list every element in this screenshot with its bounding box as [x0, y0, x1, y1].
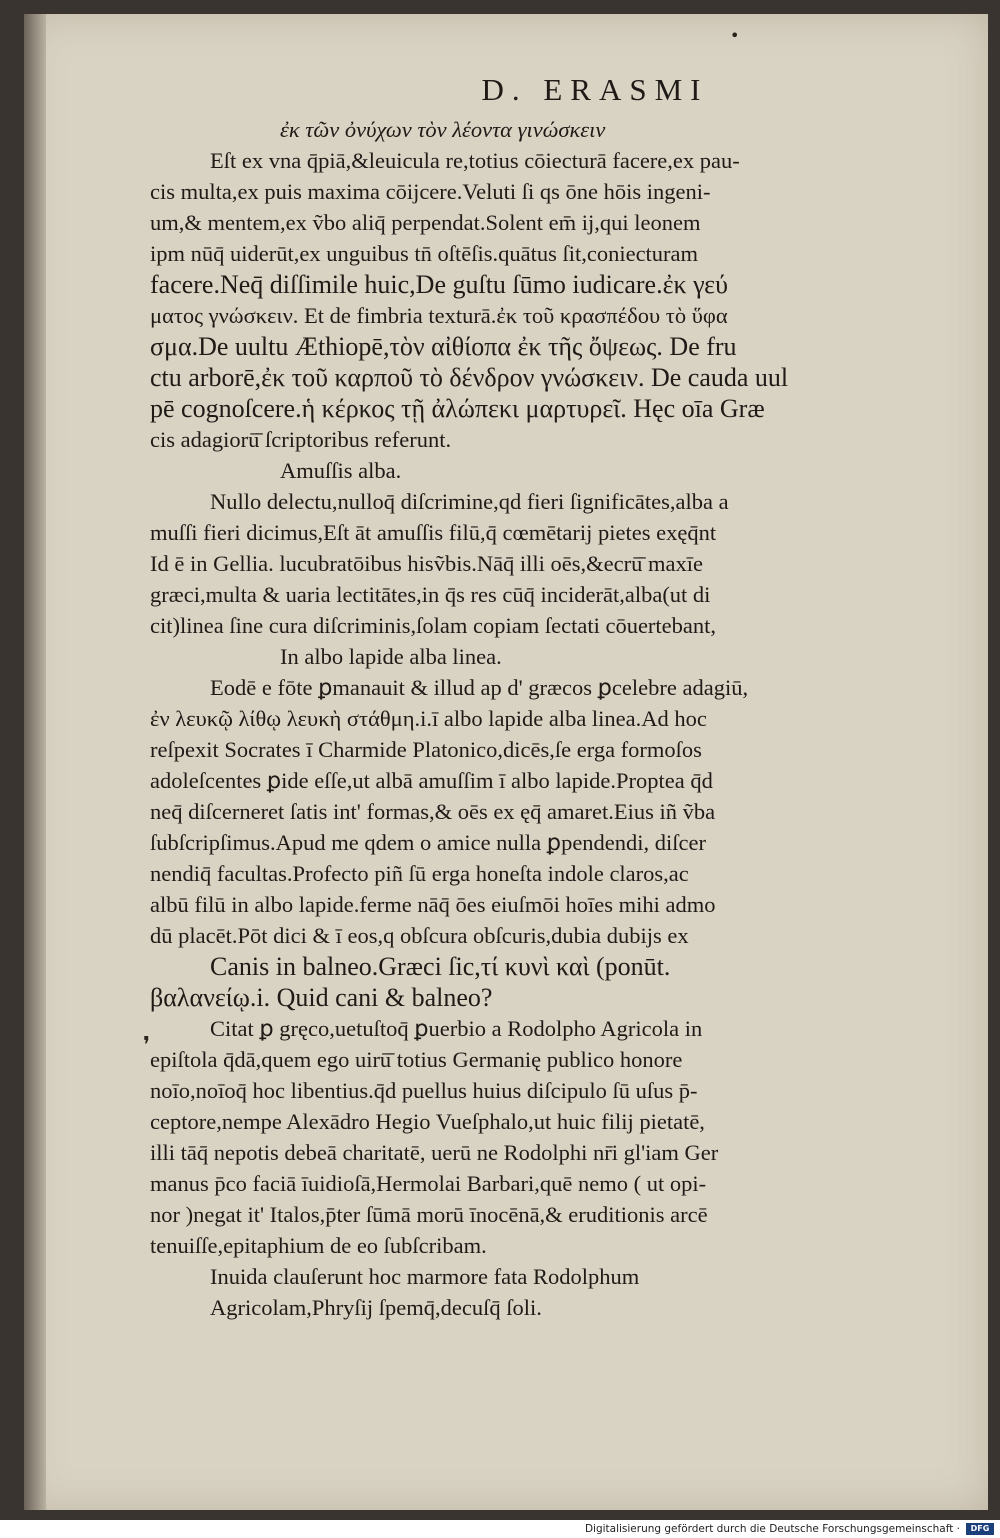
text-line: cit)linea ſine cura diſcriminis,ſolam copiam ſectati cōuertebant,: [150, 613, 717, 638]
text-line: adoleſcentes ꝑide eſſe,ut albā amuſſim ī albo lapide.Proptea q̄d: [150, 768, 713, 793]
adage-heading: Amuſſis alba.: [280, 458, 402, 483]
text-line: βαλανείῳ.i. Quid cani & balneo?: [150, 983, 493, 1012]
adage-greek-title: ἐκ τῶν ὀνύχων τὸν λέοντα γινώσκειν: [280, 117, 606, 142]
text-line: Id ē in Gellia. lucubratōibus hisṽbis.Nāq̄ illi oēs,&ecrū̄ maxīe: [150, 551, 703, 576]
text-line: neq̄ diſcerneret ſatis int' formas,& oēs ex ęq̄ amaret.Eius iñ ṽba: [150, 799, 716, 824]
text-line: Eodē e fōte ꝑmanauit & illud ap d' græcos ꝑcelebre adagiū,: [210, 675, 749, 700]
verse-line: Inuida clauſerunt hoc marmore fata Rodolphum: [210, 1264, 640, 1289]
ink-mark: •: [730, 26, 740, 45]
margin-mark: ❜: [143, 1033, 151, 1058]
text-line: nor )negat it' Italos,p̄ter ſūmā morū īnocēnā,& eruditionis arcē: [150, 1202, 708, 1227]
text-line: cis multa,ex puis maxima cōijcere.Veluti ſi qs ōne hōis ingeni-: [150, 179, 711, 204]
text-line: ſubſcripſimus.Apud me qdem o amice nulla ꝑpendendi, diſcer: [150, 830, 707, 855]
text-block: [150, 72, 950, 1323]
text-line: græci,multa & uaria lectitātes,in q̄s res cūq̄ inciderāt,alba(ut di: [150, 582, 711, 607]
text-line: ceptore,nempe Alexādro Hegio Vueſphalo,ut huic filij pietatē,: [150, 1109, 705, 1134]
text-line: albū filū in albo lapide.ferme nāq̄ ōes eiuſmōi hoīes mihi admo: [150, 892, 716, 917]
text-line: ctu arborē,ἐκ τοῦ καρποῦ τὸ δένδρον γνώσκειν. De cauda uul: [150, 363, 789, 392]
page-gutter: [24, 14, 46, 1510]
dfg-logo: DFG: [966, 1523, 994, 1535]
text-line: cis adagiorū̄ ſcriptoribus referunt.: [150, 427, 452, 452]
text-line: um,& mentem,ex ṽbo aliq̄ perpendat.Solent em̄ ij,qui leonem: [150, 210, 701, 235]
text-line: σμα.De uultu Æthiopē,τὸν αἰθίοπα ἐκ τῆς ὄψεως. De fru: [150, 332, 737, 361]
funding-notice: Digitalisierung gefördert durch die Deutsche Forschungsgemeinschaft ·: [584, 1523, 960, 1535]
text-line: muſſi fieri dicimus,Eſt āt amuſſis filū,q̄ cœmētarij pietes exęq̄nt: [150, 520, 717, 545]
text-line: reſpexit Socrates ī Charmide Platonico,dicēs,ſe erga formoſos: [150, 737, 702, 762]
text-line: Citat ꝑ gręco,uetuſtoq̄ ꝑuerbio a Rodolpho Agricola in: [210, 1016, 703, 1041]
text-line: manus p̄co faciā īuidioſā,Hermolai Barbari,quē nemo ( ut opi-: [150, 1171, 707, 1196]
text-line: ματος γνώσκειν. Et de fimbria texturā.ἐκ τοῦ κρασπέδου τὸ ὕφα: [150, 303, 728, 328]
text-line: tenuiſſe,epitaphium de eo ſubſcribam.: [150, 1233, 487, 1258]
text-line: pē cognoſcere.ἡ κέρκος τῇ ἀλώπεκι μαρτυρεῖ. Hęc oīa Græ: [150, 394, 765, 423]
digitization-footer: [0, 1520, 1000, 1538]
text-line: dū placēt.Pōt dici & ī eos,q obſcura obſcuris,dubia dubijs ex: [150, 923, 689, 948]
text-line: ipm nūq̄ uiderūt,ex unguibus tn̄ oſtēſis.quātus ſit,coniecturam: [150, 241, 699, 266]
adage-heading: In albo lapide alba linea.: [280, 644, 502, 669]
verse-line: Agricolam,Phryſij ſpemq̄,decuſq̄ ſoli.: [210, 1295, 542, 1320]
adage-heading: Canis in balneo.Græci ſic,τί κυνὶ καὶ (ponūt.: [210, 952, 671, 981]
running-head: D. ERASMI: [481, 72, 709, 107]
text-line: noīo,noīoq̄ hoc libentius.q̄d puellus huius diſcipulo ſū uſus p̄-: [150, 1078, 698, 1103]
text-line: Eſt ex vna q̄piā,&leuicula re,totius cōiecturā facere,ex pau-: [210, 148, 740, 173]
text-line: nendiq̄ facultas.Profecto piñ ſū erga honeſta indole claros,ac: [150, 861, 689, 886]
text-line: facere.Neq̄ diſſimile huic,De guſtu ſūmo iudicare.ἐκ γεύ: [150, 270, 728, 299]
text-line: epiſtola q̄dā,quem ego uirū̄ totius Germanię publico honore: [150, 1047, 683, 1072]
text-line: illi tāq̄ nepotis debeā charitatē, uerū ne Rodolphi nr̄i gl'iam Ger: [150, 1140, 719, 1165]
text-line: ἐν λευκῷ λίθῳ λευκὴ στάθμη.i.ī albo lapide alba linea.Ad hoc: [150, 706, 707, 731]
text-line: Nullo delectu,nulloq̄ diſcrimine,qd fieri ſignificātes,alba a: [210, 489, 729, 514]
